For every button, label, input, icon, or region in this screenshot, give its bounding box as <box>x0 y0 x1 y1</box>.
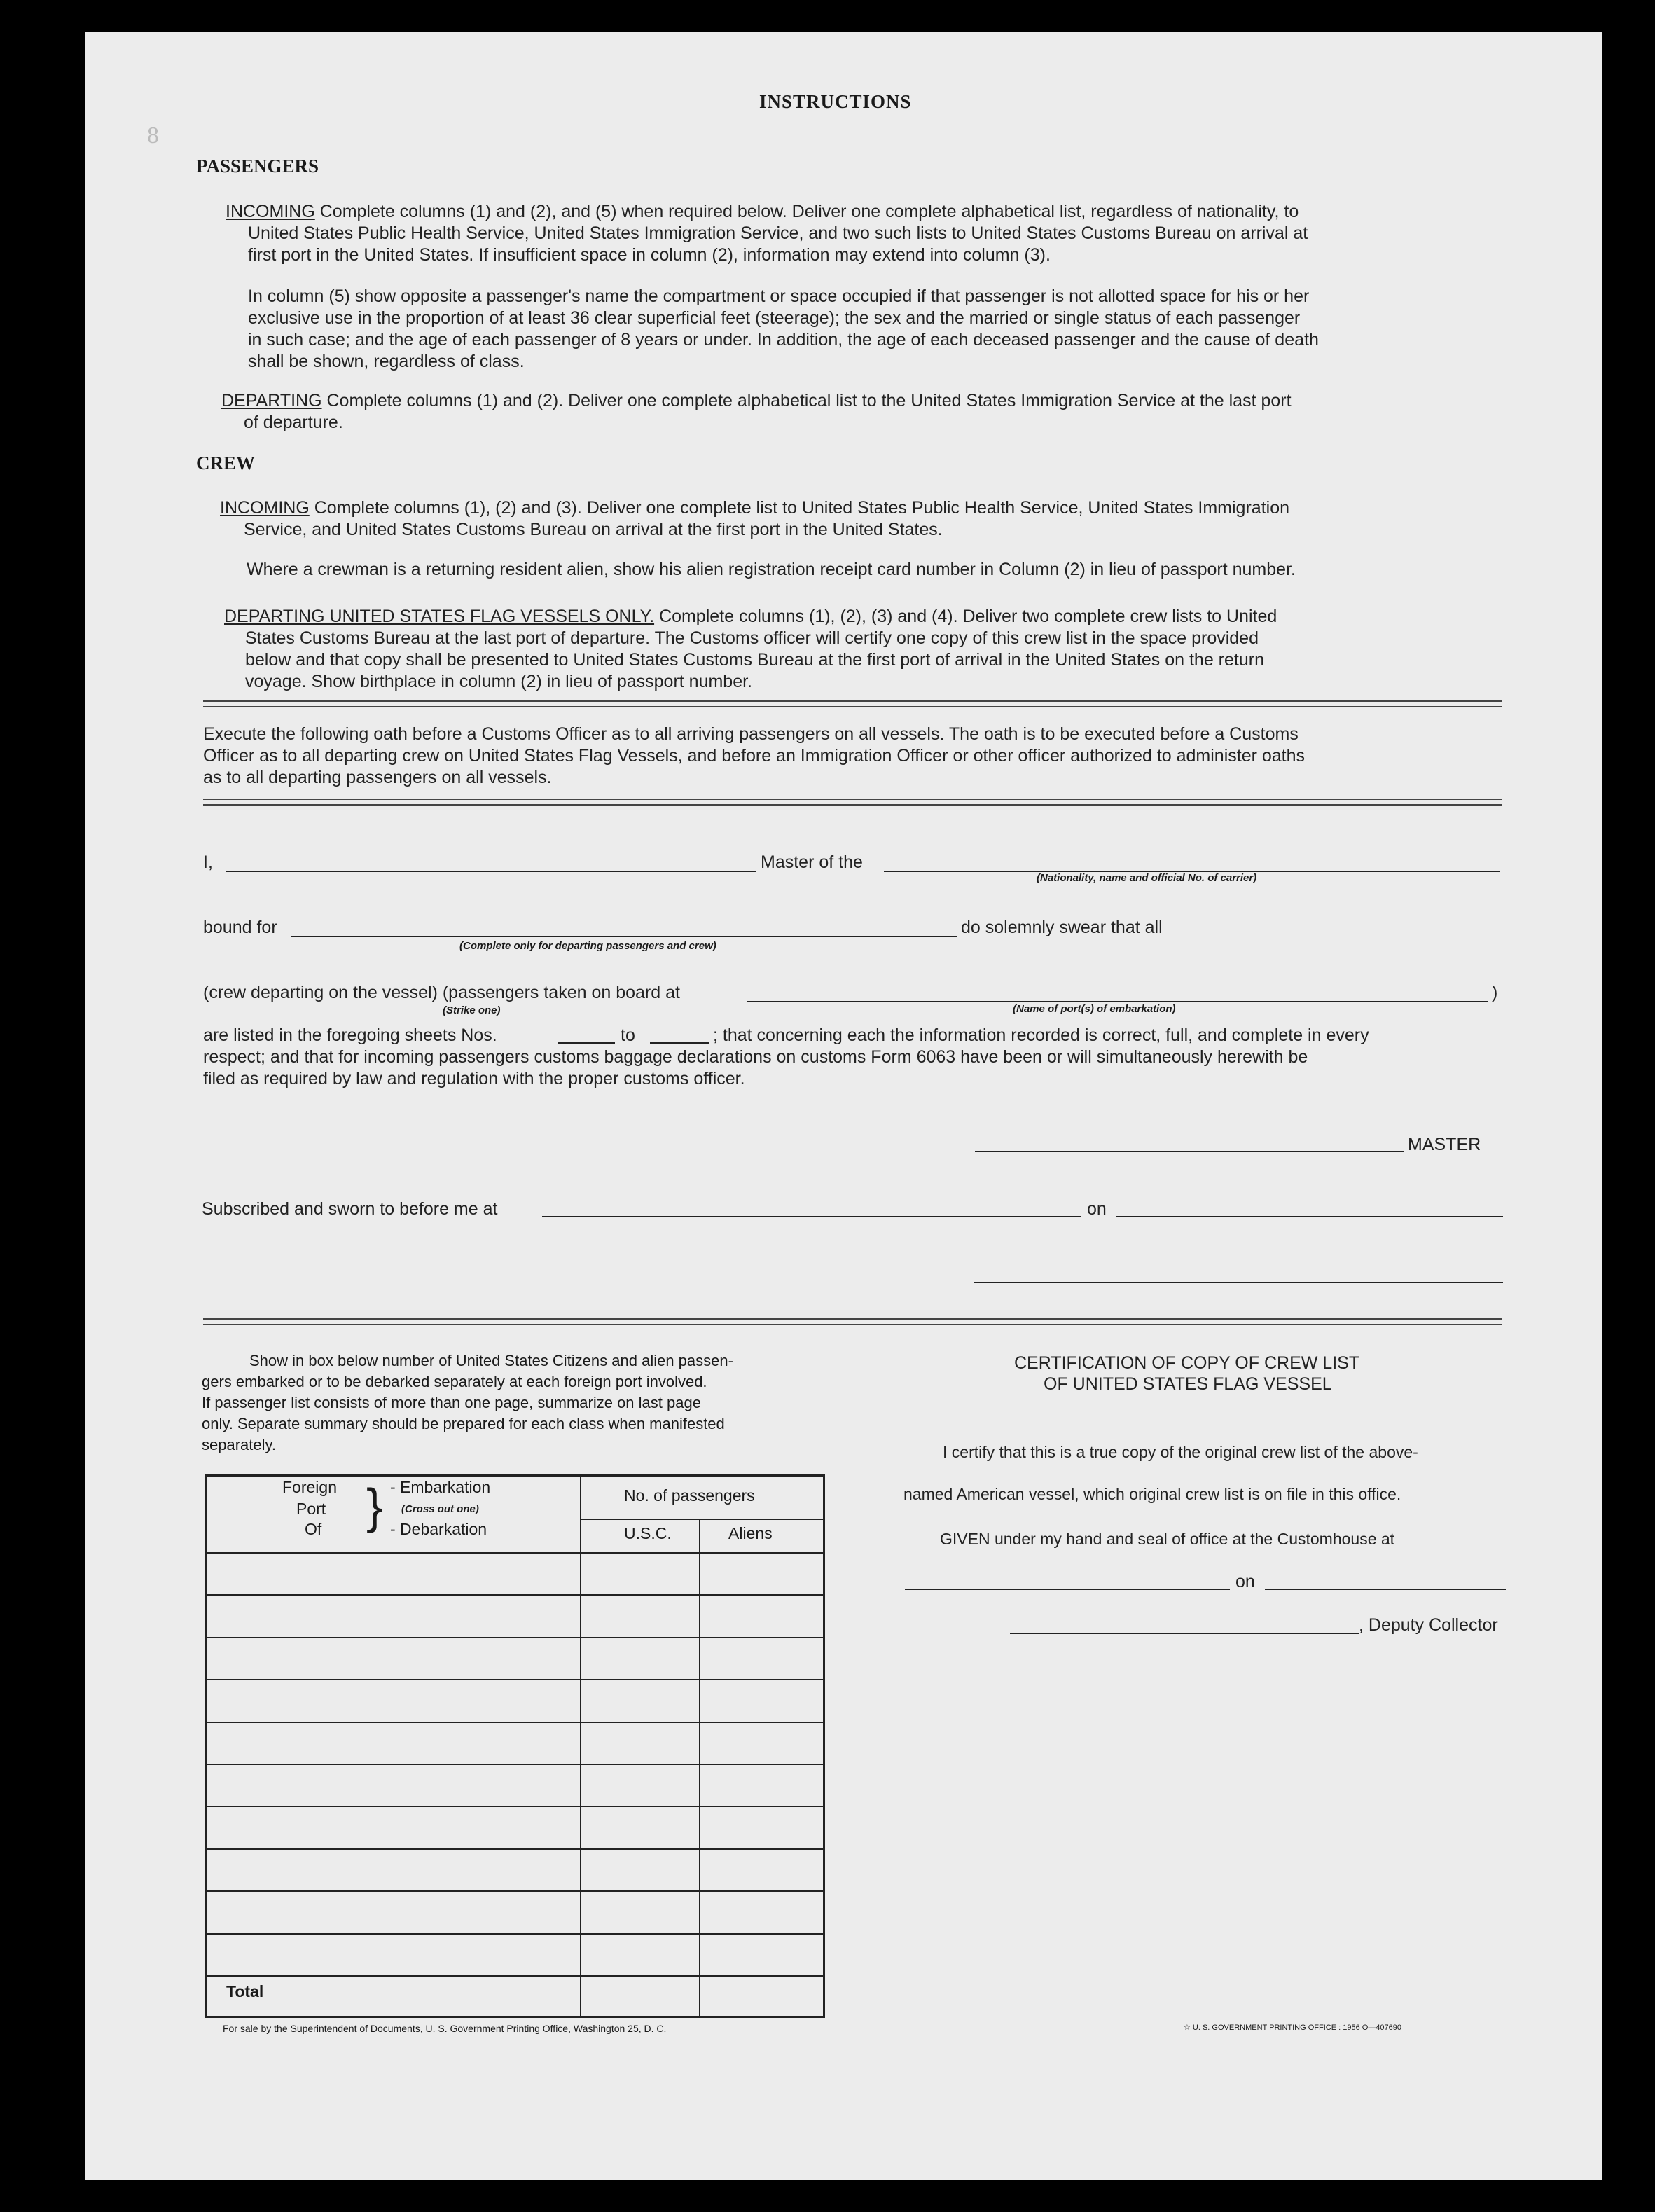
passengers-departing-text-2: of departure. <box>244 413 343 432</box>
debarkation-header: - Debarkation <box>390 1520 487 1538</box>
passengers-incoming-text: Complete columns (1) and (2), and (5) when required below. Deliver one complete alphabetical list, regardless of nationality, to <box>319 202 1299 221</box>
crew-departing-text-4: voyage. Show birthplace in column (2) in lieu of passport number. <box>245 672 752 691</box>
summary-line-3: If passenger list consists of more than one page, summarize on last page <box>202 1394 701 1411</box>
crew-departing-label: DEPARTING UNITED STATES FLAG VESSELS ONLY. <box>224 607 655 626</box>
table-column-line <box>699 1519 700 2016</box>
margin-mark: 8 <box>147 123 159 148</box>
carrier-caption: (Nationality, name and official No. of carrier) <box>1037 872 1257 884</box>
passenger-summary-table <box>205 1474 825 2018</box>
column5-text-1: In column (5) show opposite a passenger's name the compartment or space occupied if that passenger is not allotted space for his or her <box>248 286 1310 306</box>
table-row-line <box>207 1764 823 1765</box>
crew-resident: Where a crewman is a returning resident alien, show his alien registration receipt card number in Column (2) in lieu of passport number. <box>247 560 1296 579</box>
listed-text-b: ; that concerning each the information recorded is correct, full, and complete in every <box>713 1025 1369 1045</box>
embarkation-port-field[interactable] <box>747 1001 1488 1002</box>
table-row[interactable] <box>207 1933 823 1975</box>
crew-heading: CREW <box>196 452 256 473</box>
summary-line-2: gers embarked or to be debarked separately at each foreign port involved. <box>202 1373 707 1390</box>
column5-text-4: shall be shown, regardless of class. <box>248 352 525 371</box>
certification-text-1: I certify that this is a true copy of the original crew list of the above- <box>943 1443 1418 1461</box>
passengers-incoming-text-2: United States Public Health Service, United States Immigration Service, and two such lists to United States Customs Bureau on arrival at <box>248 223 1308 243</box>
crew-departing <box>224 606 1277 693</box>
total-label: Total <box>226 1982 264 2000</box>
divider-rule <box>203 799 1502 806</box>
table-row-line <box>207 1722 823 1723</box>
table-row-line <box>207 1933 823 1935</box>
passengers-departing-text: Complete columns (1) and (2). Deliver one complete alphabetical list to the United States Immigration Service at the last port <box>326 391 1292 410</box>
footer-right: ☆ U. S. GOVERNMENT PRINTING OFFICE : 1956 O—407690 <box>1184 2024 1402 2032</box>
footer-left: For sale by the Superintendent of Documents, U. S. Government Printing Office, Washington 25, D. C. <box>223 2023 667 2034</box>
oath-intro <box>203 724 1305 789</box>
table-row-line <box>207 1552 823 1554</box>
deputy-collector-label: , Deputy Collector <box>1359 1615 1498 1635</box>
crew-incoming <box>220 497 1289 541</box>
table-row-line <box>207 1594 823 1596</box>
aliens-header: Aliens <box>728 1524 773 1542</box>
divider-rule <box>203 1318 1502 1325</box>
bound-for-field[interactable] <box>291 936 957 937</box>
oath-intro-line-1: Execute the following oath before a Customs Officer as to all arriving passengers on all vessels. The oath is to be executed before a Customs <box>203 724 1299 744</box>
listed-to: to <box>621 1025 635 1045</box>
column5-text-3: in such case; and the age of each passenger of 8 years or under. In addition, the age of each deceased passenger and the cause of death <box>248 330 1319 350</box>
passengers-departing <box>221 390 1292 434</box>
listed-text-3: filed as required by law and regulation with the proper customs officer. <box>203 1069 745 1088</box>
table-row-line <box>207 1975 823 1977</box>
table-row[interactable] <box>207 1890 823 1933</box>
table-row[interactable] <box>207 1722 823 1764</box>
table-row[interactable] <box>207 1637 823 1679</box>
table-row[interactable] <box>207 1848 823 1890</box>
table-row[interactable] <box>207 1552 823 1594</box>
master-name-field[interactable] <box>226 871 756 872</box>
table-row[interactable] <box>207 1764 823 1806</box>
certification-on: on <box>1235 1572 1255 1591</box>
table-row-line <box>207 1637 823 1638</box>
crew-incoming-text-2: Service, and United States Customs Bureau on arrival at the first port in the United States. <box>244 520 943 539</box>
column5-text-2: exclusive use in the proportion of at least 36 clear superficial feet (steerage); the sex and the married or single status of each passenger <box>248 308 1301 328</box>
listed-text-a: are listed in the foregoing sheets Nos. <box>203 1025 497 1045</box>
table-row-line <box>207 1848 823 1850</box>
port-caption: (Name of port(s) of embarkation) <box>1013 1003 1176 1015</box>
table-row-line <box>207 1806 823 1807</box>
cross-out-caption: (Cross out one) <box>401 1503 479 1515</box>
sheets-to-field[interactable] <box>650 1042 709 1044</box>
crew-incoming-label: INCOMING <box>220 498 310 518</box>
no-passengers-header: No. of passengers <box>624 1486 755 1505</box>
summary-line-1: Show in box below number of United States Citizens and alien passen- <box>249 1352 733 1369</box>
strike-caption: (Strike one) <box>443 1004 501 1016</box>
usc-header: U.S.C. <box>624 1524 672 1542</box>
of-header: Of <box>305 1520 322 1538</box>
table-row[interactable] <box>207 1806 823 1848</box>
passengers-incoming <box>226 201 1308 266</box>
certification-title-2: OF UNITED STATES FLAG VESSEL <box>1044 1374 1332 1394</box>
certification-date-field[interactable] <box>1265 1589 1506 1590</box>
officer-signature-field[interactable] <box>974 1282 1503 1283</box>
table-row-line <box>207 1890 823 1892</box>
passengers-column5 <box>248 286 1319 373</box>
header-subdivider <box>580 1519 823 1520</box>
foreign-header: Foreign <box>282 1478 337 1496</box>
master-signature-field[interactable] <box>975 1151 1404 1152</box>
port-header: Port <box>296 1500 326 1518</box>
crew-departing-text-2: States Customs Bureau at the last port of departure. The Customs officer will certify one copy of this crew list in the space provided <box>245 628 1259 648</box>
oath-i: I, <box>203 852 213 872</box>
certification-text-2: named American vessel, which original crew list is on file in this office. <box>903 1485 1401 1503</box>
brace-glyph: } <box>366 1479 383 1533</box>
oath-intro-line-2: Officer as to all departing crew on United States Flag Vessels, and before an Immigration Officer or other officer authorized to administer oaths <box>203 746 1306 766</box>
crew-departing-text: Complete columns (1), (2), (3) and (4). Deliver two complete crew lists to United <box>659 607 1277 626</box>
crew-departing-text-3: below and that copy shall be presented to United States Customs Bureau at the first port of arrival in the United States on the return <box>245 650 1264 670</box>
sworn-date-field[interactable] <box>1116 1216 1503 1217</box>
swear-text: do solemnly swear that all <box>961 918 1163 937</box>
bound-caption: (Complete only for departing passengers and crew) <box>459 940 716 952</box>
deputy-signature-field[interactable] <box>1010 1633 1359 1634</box>
crew-departing-text: (crew departing on the vessel) (passengers taken on board at <box>203 983 680 1002</box>
table-row[interactable] <box>207 1679 823 1721</box>
on-label: on <box>1087 1199 1107 1219</box>
summary-line-4: only. Separate summary should be prepared for each class when manifested <box>202 1415 725 1432</box>
sworn-place-field[interactable] <box>542 1216 1081 1217</box>
listed-text-2: respect; and that for incoming passengers customs baggage declarations on customs Form 6063 have been or will simultaneously herewith be <box>203 1047 1308 1067</box>
instructions-title: INSTRUCTIONS <box>759 91 912 112</box>
table-row[interactable] <box>207 1594 823 1636</box>
sheets-from-field[interactable] <box>558 1042 615 1044</box>
oath-intro-line-3: as to all departing passengers on all vessels. <box>203 768 552 787</box>
master-of-the-label: Master of the <box>761 852 863 872</box>
passengers-heading: PASSENGERS <box>196 155 319 177</box>
customhouse-field[interactable] <box>905 1589 1230 1590</box>
embarkation-header: - Embarkation <box>390 1478 491 1496</box>
table-row-line <box>207 1679 823 1680</box>
bound-for-label: bound for <box>203 918 277 937</box>
summary-instructions <box>202 1350 733 1456</box>
crew-incoming-text: Complete columns (1), (2) and (3). Deliver one complete list to United States Public Health Service, United States Immigration <box>314 498 1289 518</box>
subscribed-text: Subscribed and sworn to before me at <box>202 1199 498 1219</box>
close-paren: ) <box>1492 983 1498 1002</box>
table-column-line <box>580 1477 581 2016</box>
master-label: MASTER <box>1408 1135 1481 1154</box>
summary-line-5: separately. <box>202 1436 276 1453</box>
certification-title-1: CERTIFICATION OF COPY OF CREW LIST <box>1014 1353 1360 1373</box>
passengers-departing-label: DEPARTING <box>221 391 322 410</box>
passengers-incoming-label: INCOMING <box>226 202 315 221</box>
divider-rule <box>203 700 1502 707</box>
certification-text-3: GIVEN under my hand and seal of office at the Customhouse at <box>940 1530 1395 1548</box>
passengers-incoming-text-3: first port in the United States. If insufficient space in column (2), information may extend into column (3). <box>248 245 1051 265</box>
